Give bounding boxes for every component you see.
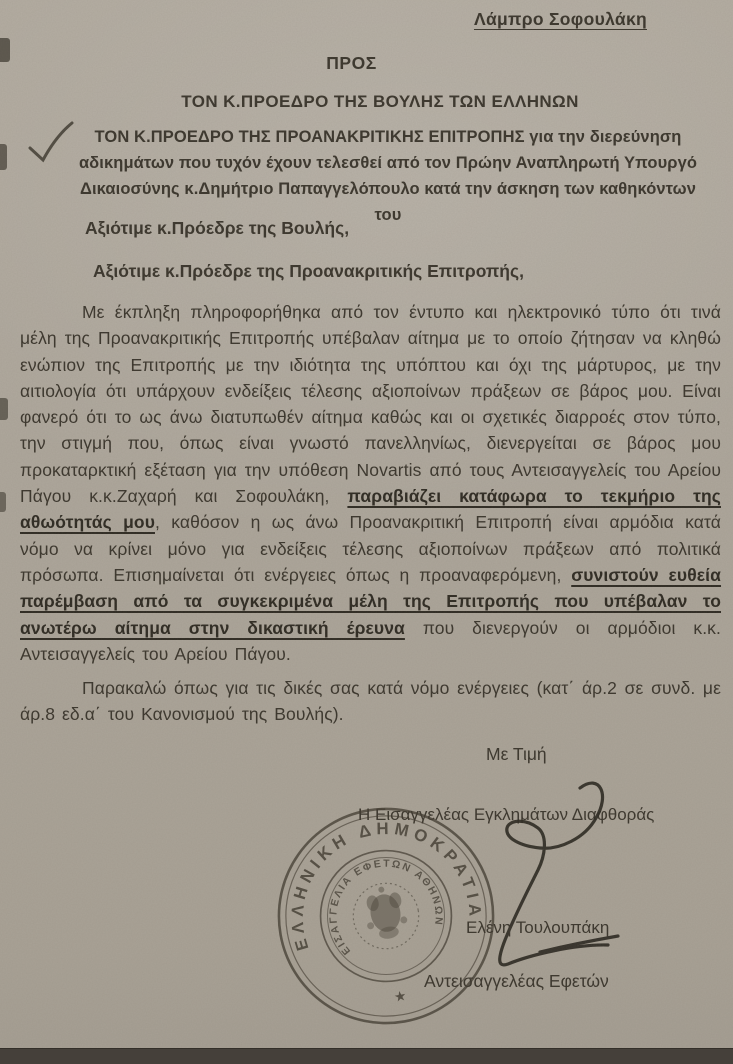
pros-heading: ΠΡΟΣ	[326, 53, 377, 73]
document-title-name: Λάμπρο Σοφουλάκη	[473, 9, 647, 29]
official-round-stamp	[272, 802, 500, 1030]
text-run: που διενεργούν οι αρμόδιοι κ.κ. Αντεισαγγελείς του Αρείου Πάγου.	[20, 617, 721, 664]
recipient-primary-line: ΤΟΝ Κ.ΠΡΟΕΔΡΟ ΤΗΣ ΒΟΥΛΗΣ ΤΩΝ ΕΛΛΗΝΩΝ	[181, 92, 579, 111]
signer-title: Η Εισαγγελέας Εγκλημάτων Διαφθοράς	[358, 805, 655, 824]
scan-edge-artifact	[0, 398, 8, 420]
text-run: Με έκπληξη πληροφορήθηκα από τον έντυπο και ηλεκτρονικό τύπο ότι τινά μέλη της Προανακριτικής Επιτροπής υπέβαλαν αίτημα με το οποίο ζήτησαν να κληθώ ενώπιον της Επιτροπής με την ιδιότητα της υπόπτου και όχι της μάρτυρος, με την αιτιολογία ότι υπάρχουν ενδείξεις τέλεσης αξιοποίνων πράξεων σε βάρος μου. Είναι φανερό ότι το ως άνω διατυπωθέν αίτημα καθώς και οι σχετικές διαρροές στον τύπο, την στιγμή που, όπως είναι γνωστό πανελληνίως, διενεργείται σε βάρος μου προκαταρκτική εξέταση για την υπόθεση Novartis από τους Αντεισαγγελείς του Αρείου Πάγου κ.κ.Ζαχαρή και Σοφουλάκη,	[20, 302, 721, 507]
salutation-president-parliament: Αξιότιμε κ.Πρόεδρε της Βουλής,	[85, 218, 350, 238]
signer-role: Αντεισαγγελέας Εφετών	[424, 971, 609, 991]
body-paragraph-2: Παρακαλώ όπως για τις δικές σας κατά νόμο ενέργειες (κατ΄ άρ.2 σε συνδ. με άρ.8 εδ.α΄ του Κανονισμού της Βουλής).	[20, 678, 721, 725]
valediction: Με Τιμή	[486, 744, 547, 764]
salutation-president-committee: Αξιότιμε κ.Πρόεδρε της Προανακριτικής Επιτροπής,	[93, 261, 524, 281]
handwritten-signature	[480, 765, 680, 977]
svg-text:ΕΛΛΗΝΙΚΗ ΔΗΜΟΚΡΑΤΙΑ	[272, 803, 487, 954]
stamp-inner-ring-text: ΕΙΣΑΓΓΕΛΙΑ ΕΦΕΤΩΝ ΑΘΗΝΩΝ	[328, 858, 444, 957]
signature-section	[0, 760, 733, 1048]
scan-edge-artifact	[0, 38, 10, 62]
stamp-outer-ring-text: ΕΛΛΗΝΙΚΗ ΔΗΜΟΚΡΑΤΙΑ	[287, 819, 485, 953]
emphasized-text-run: παραβιάζει κατάφωρα το τεκμήριο της αθωότητάς μου	[20, 486, 721, 533]
scan-bottom-edge-bar	[0, 1048, 733, 1064]
emphasized-text-run: συνιστούν ευθεία παρέμβαση από τα συγκεκριμένα μέλη της Επιτροπής που υπέβαλαν το ανωτέρω αίτημα στην δικαστική έρευνα	[20, 564, 722, 638]
scan-edge-artifact	[0, 492, 6, 512]
body-paragraph-1	[20, 299, 721, 667]
stamp-center-emblem	[361, 883, 410, 942]
recipient-secondary-block: ΤΟΝ Κ.ΠΡΟΕΔΡΟ ΤΗΣ ΠΡΟΑΝΑΚΡΙΤΙΚΗΣ ΕΠΙΤΡΟΠΗΣ για την διερεύνηση αδικημάτων που τυχόν έχουν τελεσθεί από τον Πρώην Αναπληρωτή Υπουργό Δικαιοσύνης κ.Δημήτριο Παπαγγελόπουλο κατά την άσκηση των καθηκόντων του	[78, 128, 698, 224]
scan-edge-artifact	[0, 144, 7, 170]
text-run: , καθόσον η ως άνω Προανακριτική Επιτροπή είναι αρμόδια κατά νόμο να κρίνει μόνο για ενδείξεις τέλεσης αξιοποίνων πράξεων από πολιτικά πρόσωπα. Επισημαίνεται ότι ενέργειες όπως η προαναφερόμενη,	[20, 512, 721, 585]
signer-name: Ελένη Τουλουπάκη	[466, 918, 610, 937]
stamp-star: ★	[392, 987, 408, 1005]
